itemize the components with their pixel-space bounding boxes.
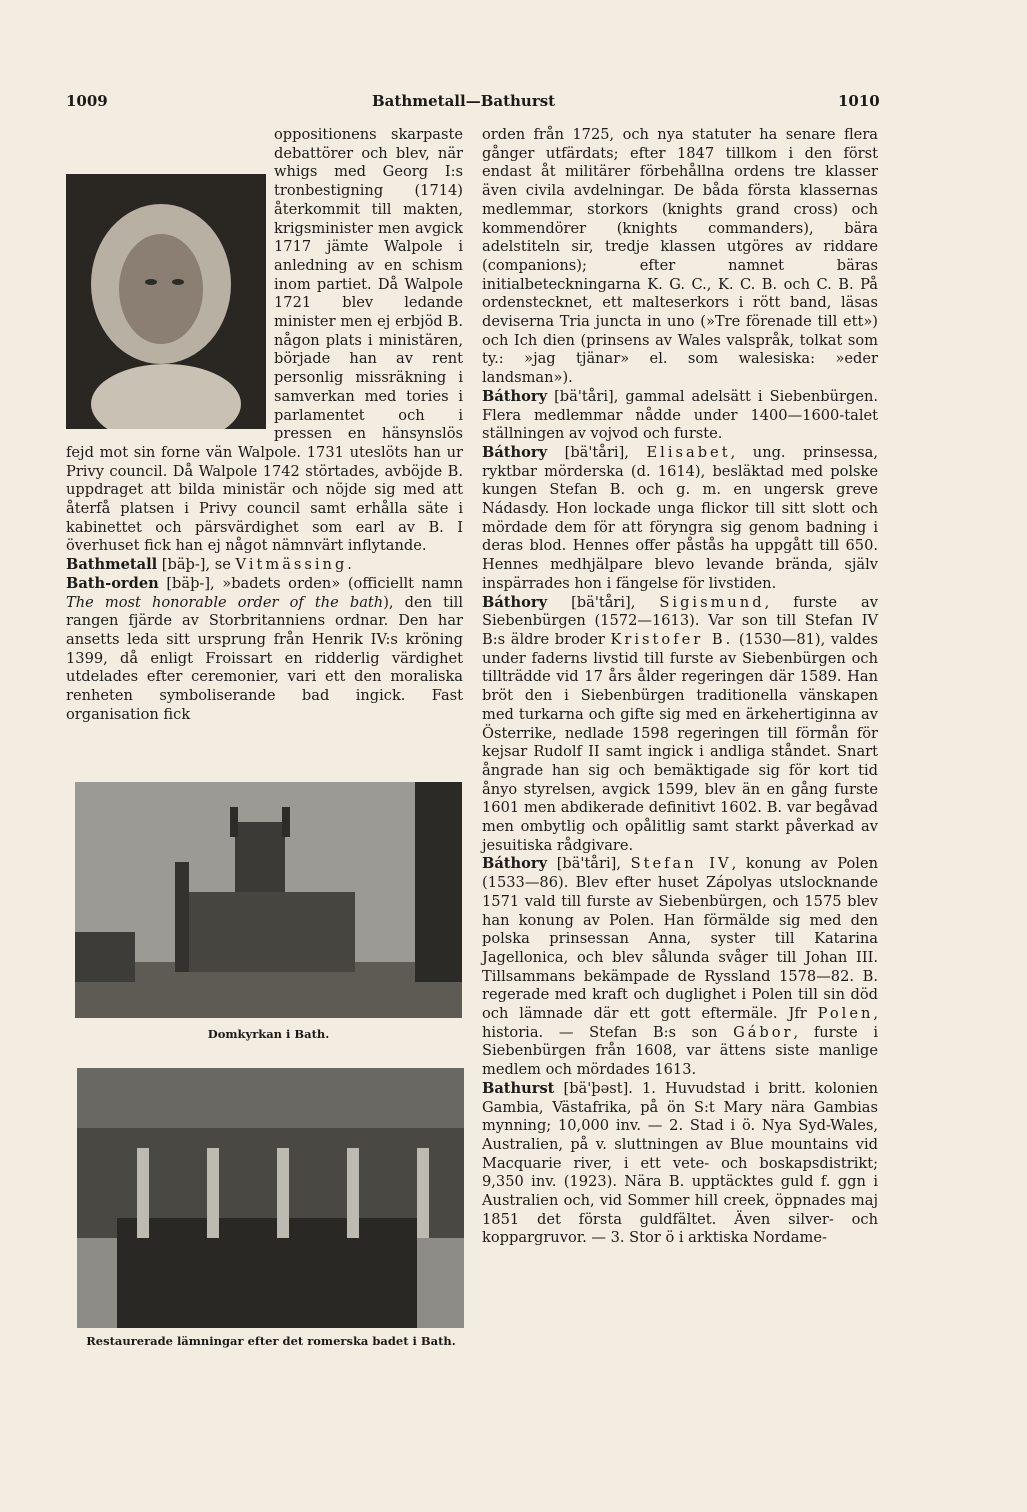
- entry-text: [bä'tåri],: [547, 855, 631, 873]
- headword: Báthory: [482, 387, 548, 405]
- entry-text: [bä'tåri],: [547, 593, 660, 611]
- left-column: [66, 126, 463, 725]
- entry-text: , furste av Siebenbürgen (1572—1613). Var son till Stefan IV B:s äldre broder: [482, 593, 878, 648]
- entry-bathory-stefan: [482, 855, 878, 1079]
- portrait-image: [66, 174, 266, 429]
- page-number-left: 1009: [66, 92, 108, 110]
- entry-bathory-family: [482, 388, 878, 444]
- entry-text: (1530—81), valdes under faderns livstid till furste av Siebenbürgen och tillträdde vid 17 års ålder regeringen där 1589. Han bröt den i Siebenbürgen traditionella vänskapen med turkarna och gifte sig med en ärkehertiginna av Österrike, nedlade 1598 regeringen till förmån för kejsar Rudolf II samt ingick i andliga ståndet. Snart ångrade han sig och bemäktigade sig för kort tid ånyo styrelsen, avgick 1599, blev än en gång furste 1601 men abdikerade definitivt 1602. B. var begåvad men ombytlig och opålitlig samt starkt påverkad av jesuitiska rådgivare.: [482, 630, 878, 854]
- cross-reference: Polen: [817, 1005, 874, 1023]
- roman-bath-figure: [77, 1068, 464, 1328]
- person-name: Sigismund: [659, 593, 765, 611]
- entry-bathurst: [482, 1080, 878, 1248]
- cathedral-figure: [75, 782, 462, 1018]
- person-name: Gábor: [733, 1023, 794, 1041]
- cathedral-caption: Domkyrkan i Bath.: [207, 1027, 330, 1041]
- page-number-right: 1010: [838, 92, 880, 110]
- cross-reference: Vitmässing: [235, 556, 348, 574]
- entry-text: , ung. prinsessa, ryktbar mörderska (d. 1614), besläktad med polske kungen Stefan B. och g. m. en ungersk greve Nádasdy. Hon lockade unga flickor till sitt slott och mördade dem för att föryngra sig genom badning i deras blod. Hennes offer påstås ha uppgått till 650. Hennes medhjälpare blevo levande brända, själv inspärrades hon i fängelse för livstiden.: [482, 443, 878, 592]
- person-name: Stefan IV: [630, 855, 732, 873]
- italic-name: The most honorable order of the bath: [66, 593, 384, 611]
- entry-text: [bä'tåri],: [547, 443, 647, 461]
- entry-text: .: [347, 556, 352, 574]
- roman-bath-photo: [77, 1068, 464, 1328]
- headword: Báthory: [482, 593, 548, 611]
- entry-text: ), den till rangen fjärde av Storbritanniens ordnar. Den har ansetts leda sitt ursprung från Henrik IV:s kröning 1399, då enligt Froissart en ridderlig värdighet utdelades efter ceremonier, vari ett den moraliska renheten symboliserande bad ingick. Fast organisation fick: [66, 593, 463, 723]
- headword: Bathurst: [482, 1079, 555, 1097]
- entry-bath-orden: [66, 575, 463, 725]
- running-title: Bathmetall—Bathurst: [372, 92, 556, 110]
- entry-text: , furste i Siebenbürgen från 1608, var ättens siste manlige medlem och mördades 1613.: [482, 1023, 878, 1079]
- entry-bathmetall: [66, 556, 463, 575]
- bolingbroke-text: oppositionens skarpaste debattörer och blev, när whigs med Georg I:s tronbestigning (1714) återkommit till makten, krigsminister men avgick 1717 jämte Walpole i anledning av en schism inom partiet. Då Walpole 1721 blev ledande minister men ej erbjöd B. någon plats i ministären, började han av rent personlig missräkning i samverkan med tories i parlamentet och i pressen en hänsynslös fejd mot sin forne vän Walpole. 1731 uteslöts han ur Privy council. Då Walpole 1742 störtades, avböjde B. uppdraget att bilda ministär och nöjde sig med att återfå platsen i Privy council samt erhålla säte i kabinettet och pärsvärdighet som earl av B. I överhuset fick han ej något nämnvärt inflytande.: [66, 126, 463, 555]
- cathedral-photo: [75, 782, 462, 1018]
- right-column: [482, 126, 878, 1248]
- entry-bathory-elisabet: [482, 444, 878, 594]
- headword: Báthory: [482, 855, 548, 873]
- entry-text: [bä'tåri], gammal adelsätt i Siebenbürgen. Flera medlemmar nådde under 1400—1600-talet ställningen av vojvod och furste.: [482, 387, 878, 443]
- roman-bath-caption: Restaurerade lämningar efter det romerska badet i Bath.: [86, 1334, 456, 1348]
- person-name: Elisabet: [646, 443, 731, 461]
- entry-text: , konung av Polen (1533—86). Blev efter huset Zápolyas utslocknande 1571 vald till furste av Siebenbürgen, och 1575 blev han konung av Polen. Han förmälde sig med den polska prinsessan Anna, syster till Katarina Jagellonica, och blev sålunda svåger till Johan III. Tillsammans bekämpade de Ryssland 1578—82. B. regerade med kraft och duglighet i Polen till sin död och lämnade där ett gott eftermäle. Jfr: [482, 855, 878, 1023]
- headword: Báthory: [482, 443, 548, 461]
- bath-orden-continuation: orden från 1725, och nya statuter ha senare flera gånger utfärdats; efter 1847 tillkom i den först endast åt militärer förbehållna ordens tre klasser även civila avdelningar. De båda första klassernas medlemmar, storkors (knights grand cross) och kommendörer (knights commanders), bära adelstiteln sir, tredje klassen utgöres av riddare (companions); efter namnet bäras initialbeteckningarna K. G. C., K. C. B. och C. B. På ordenstecknet, ett malteserkors i rött band, läsas deviserna Tria juncta in uno (»Tre förenade till ett») och Ich dien (prinsens av Wales valspråk, tolkat som ty.: »jag tjänar» el. som walesiska: »eder landsman»).: [482, 126, 878, 387]
- headword: Bath-orden: [66, 574, 159, 592]
- person-name: Kristofer B.: [610, 630, 734, 648]
- headword: Bathmetall: [66, 556, 158, 574]
- entry-text: [bä'þəst]. 1. Huvudstad i britt. kolonien Gambia, Västafrika, på ön S:t Mary nära Gambias mynning; 10,000 inv. — 2. Stad i ö. Nya Syd-Wales, Australien, på v. sluttningen av Blue mountains vid Macquarie river, i ett vete- och boskapsdistrikt; 9,350 inv. (1923). Nära B. upptäcktes guld f. ggn i Australien och, vid Sommer hill creek, öppnades maj 1851 det första guldfältet. Även silver- och koppargruvor. — 3. Stor ö i arktiska Nordame-: [482, 1079, 878, 1247]
- entry-text: [bäþ-], se: [157, 556, 236, 574]
- entry-bathory-sigismund: [482, 594, 878, 856]
- entry-text: , historia. — Stefan B:s son: [482, 1005, 878, 1041]
- entry-text: [bäþ-], »badets orden» (officiellt namn: [158, 574, 463, 592]
- portrait-figure: [66, 174, 266, 429]
- article-continuation: [66, 126, 463, 556]
